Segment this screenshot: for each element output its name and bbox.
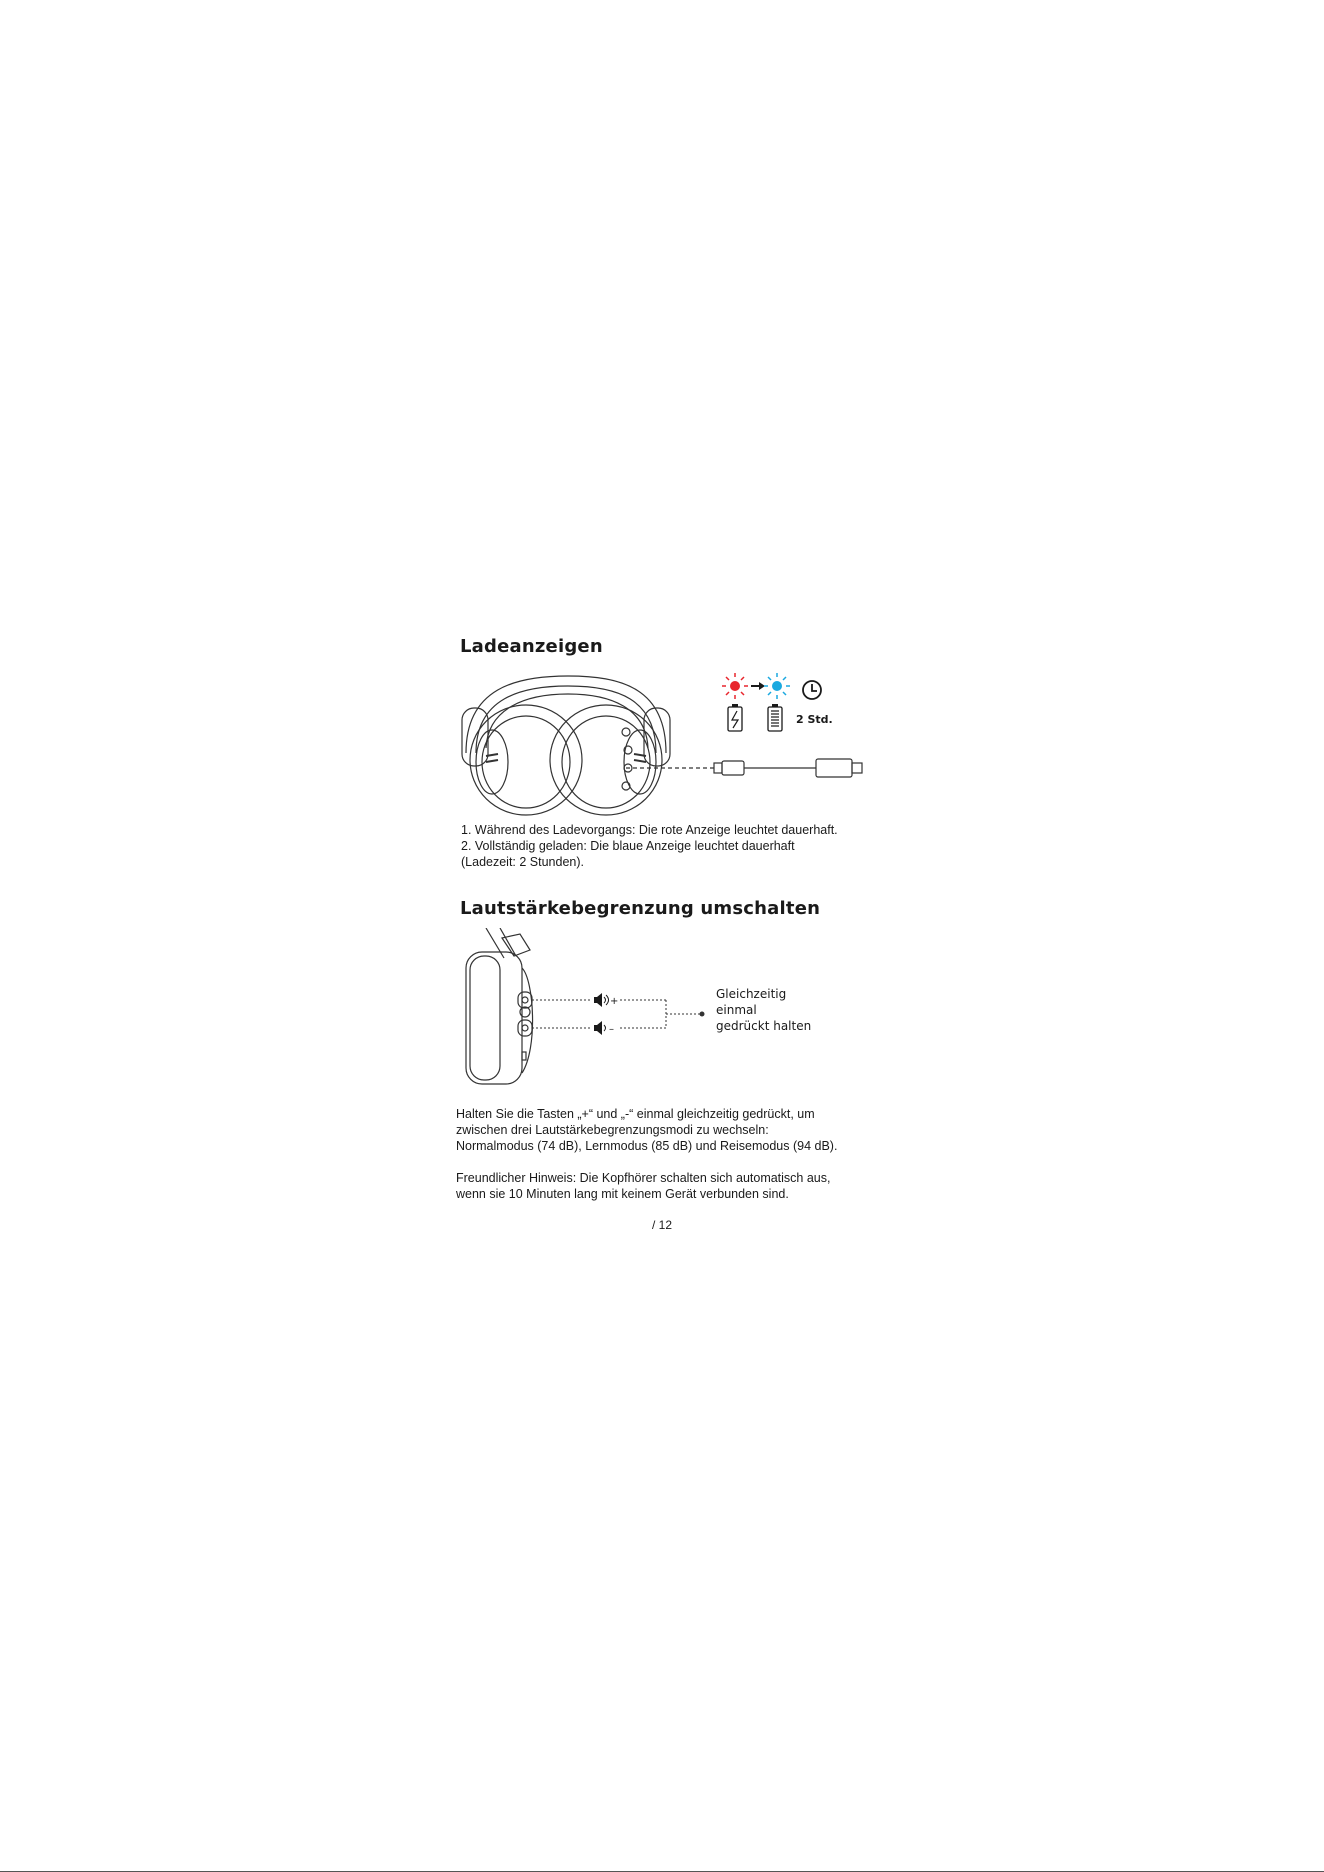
headphones-side-drawing xyxy=(466,928,533,1084)
charge-time-label: 2 Std. xyxy=(796,713,833,726)
clock-icon xyxy=(803,681,821,699)
mode-line-3: Normalmodus (74 dB), Lernmodus (85 dB) und Reisemodus (94 dB). xyxy=(456,1139,838,1153)
headphones-front-drawing xyxy=(462,676,670,815)
charging-line-3: (Ladezeit: 2 Stunden). xyxy=(461,855,584,869)
auto-off-note xyxy=(456,1170,830,1202)
callout-line-3: gedrückt halten xyxy=(716,1019,812,1033)
battery-empty-icon xyxy=(728,704,742,731)
blue-led-icon xyxy=(764,673,790,699)
note-line-2: wenn sie 10 Minuten lang mit keinem Gerät verbunden sind. xyxy=(456,1187,789,1201)
volume-down-icon xyxy=(594,1021,606,1035)
volume-minus-label: – xyxy=(609,1024,614,1035)
usb-cable-icon xyxy=(714,759,862,777)
red-led-icon xyxy=(722,673,748,699)
page-number: / 12 xyxy=(652,1218,673,1232)
charging-illustration xyxy=(456,668,866,818)
section-title-volume-limit: Lautstärkebegrenzung umschalten xyxy=(460,898,821,919)
volume-plus-label: + xyxy=(610,996,619,1007)
mode-line-1: Halten Sie die Tasten „+“ und „-“ einmal gleichzeitig gedrückt, um xyxy=(456,1107,815,1121)
mode-line-2: zwischen drei Lautstärkebegrenzungsmodi zu wechseln: xyxy=(456,1123,769,1137)
callout-line-1: Gleichzeitig xyxy=(716,987,787,1001)
charging-instructions xyxy=(461,822,838,870)
arrow-right-icon xyxy=(751,682,765,690)
battery-full-icon xyxy=(768,704,782,731)
section-title-charging: Ladeanzeigen xyxy=(460,636,603,657)
volume-limit-illustration xyxy=(458,928,828,1090)
volume-mode-instructions xyxy=(456,1106,837,1154)
callout-line-2: einmal xyxy=(716,1003,757,1017)
charging-line-1: 1. Während des Ladevorgangs: Die rote Anzeige leuchtet dauerhaft. xyxy=(461,823,838,837)
charging-line-2: 2. Vollständig geladen: Die blaue Anzeige leuchtet dauerhaft xyxy=(461,839,795,853)
note-line-1: Freundlicher Hinweis: Die Kopfhörer schalten sich automatisch aus, xyxy=(456,1171,831,1185)
volume-up-icon xyxy=(594,993,609,1007)
callout-dot xyxy=(700,1012,705,1017)
